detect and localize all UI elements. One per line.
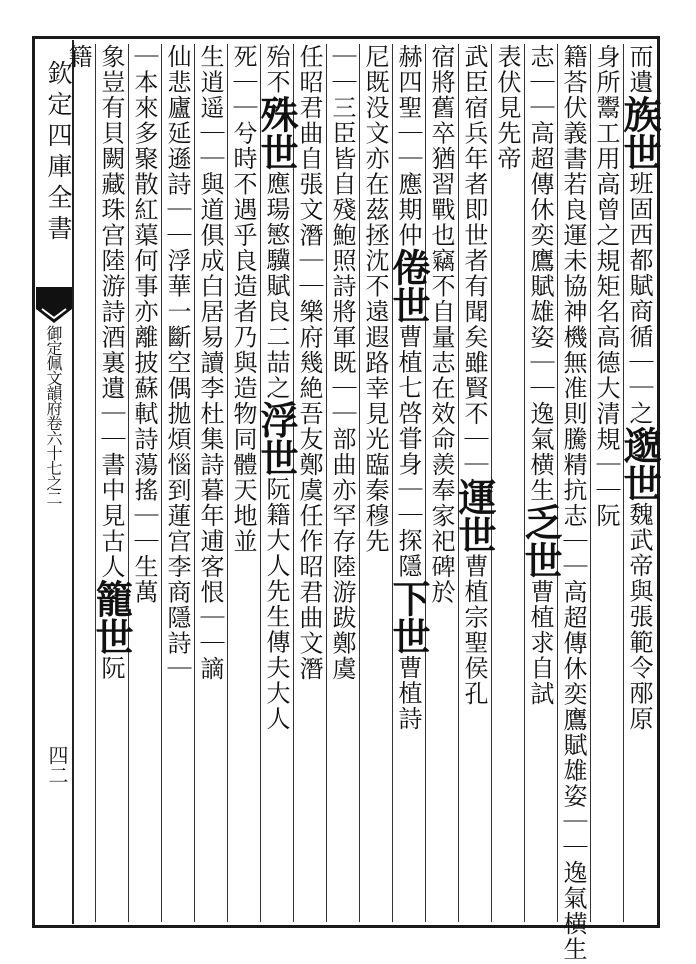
text-column <box>590 44 623 922</box>
headword: 浮世 <box>254 400 299 477</box>
text-column <box>227 44 260 922</box>
column-text: ｜本來多聚散紅蕖何事亦離披蘇軾詩蕩搖｜｜生萬 <box>130 44 158 605</box>
column-text: 表伏見先帝 <box>493 44 521 172</box>
column-text: 尼既没文亦在茲 <box>361 44 389 223</box>
headword: 籠世 <box>89 579 134 656</box>
headword: 邈世 <box>617 426 662 502</box>
text-column <box>161 44 194 922</box>
column-text: 者乃與造物同體天地並 <box>229 299 257 554</box>
column-text: 籍荅伏義書若良運未協神機無准則騰精抗 <box>559 44 587 503</box>
text-column <box>293 44 326 922</box>
text-column <box>557 44 590 962</box>
column-text: 任昭君曲自張文潛｜｜樂府幾絶吾友鄭虞任作昭君曲文潛 <box>295 44 323 682</box>
page-number: 四二 <box>45 745 69 785</box>
volume-subtitle: 御定佩文韻府卷六十七之二 <box>44 325 63 505</box>
column-text: 死 <box>229 44 257 70</box>
column-text: ｜｜兮時不遇乎良造 <box>229 69 257 299</box>
column-text: 志｜｜高超傳休奕鷹賦雄姿｜｜逸氣横生 <box>559 503 587 962</box>
text-column <box>359 44 392 922</box>
text-column <box>194 44 227 922</box>
text-column <box>617 44 662 922</box>
text-column <box>452 44 497 922</box>
column-text: 武臣宿兵年者即世者有聞矣雖賢不｜｜ <box>460 44 488 478</box>
book-title: 欽定四庫全書 <box>44 60 73 246</box>
column-text: ｜｜三臣皆自殘鮑照詩將軍既｜｜部曲亦罕存陸游跋鄭虞 <box>328 44 356 682</box>
headword: 倦世 <box>386 248 431 324</box>
column-text: 阮籍大人先生傳夫大人 <box>262 476 290 732</box>
column-text: 而遺 <box>625 44 653 95</box>
column-text: 秦穆先 <box>361 477 389 554</box>
headword: 殊世 <box>254 95 299 171</box>
column-text: 赫四聖｜｜應期仲 <box>394 44 422 248</box>
column-text: 生逍遥｜｜與道俱成白居易讀李杜集詩暮年逋客恨｜｜謫 <box>196 44 224 682</box>
column-text: 籍 <box>64 44 92 70</box>
column-text: 殆不 <box>262 44 290 95</box>
text-column <box>326 44 359 922</box>
text-column <box>89 44 134 922</box>
column-text: 應瑒慜驥賦良二喆之 <box>262 171 290 401</box>
column-text: 班固西都賦商循｜｜之 <box>625 171 653 426</box>
column-text: 宿將舊卒猶習戰也竊不自量志在效命 <box>427 44 455 452</box>
column-text: 拯沈不遠遐路幸見光臨 <box>361 222 389 478</box>
text-column <box>254 44 299 922</box>
text-column <box>425 44 458 922</box>
headword: 運世 <box>452 477 497 554</box>
column-text: 仙悲廬延遜詩｜｜浮華一斷空偶拋煩惱到蓮宫李商隱詩｜ <box>163 44 191 682</box>
column-text: 曹植宗聖侯孔 <box>460 553 488 707</box>
headword: 族世 <box>617 95 662 171</box>
column-text: 名高德大清規｜｜阮 <box>592 299 620 529</box>
headword: 乏世 <box>518 503 563 579</box>
column-text: 曹植求自試 <box>526 579 554 707</box>
text-column <box>128 44 161 922</box>
column-text: 曹植七啓甞身｜｜探隱 <box>394 324 422 579</box>
text-column <box>518 44 563 922</box>
text-column <box>386 44 431 922</box>
column-text: 魏武帝與張範令邴原 <box>625 502 653 732</box>
column-text: 志｜｜高超傳休奕鷹賦雄姿｜｜逸氣横生 <box>526 44 554 503</box>
column-text: 阮 <box>97 655 125 681</box>
column-text: 象豈有貝闕藏珠宫陸游詩酒裏遺｜｜書中見古人 <box>97 44 125 580</box>
headword: 下世 <box>386 579 431 655</box>
text-column <box>62 44 95 922</box>
column-text: 曹植詩 <box>394 655 422 732</box>
column-text: 羨奉家祀碑於 <box>427 452 455 605</box>
column-text: 身 <box>592 44 620 70</box>
column-text: 所鬻工用高曾之規矩 <box>592 69 620 299</box>
